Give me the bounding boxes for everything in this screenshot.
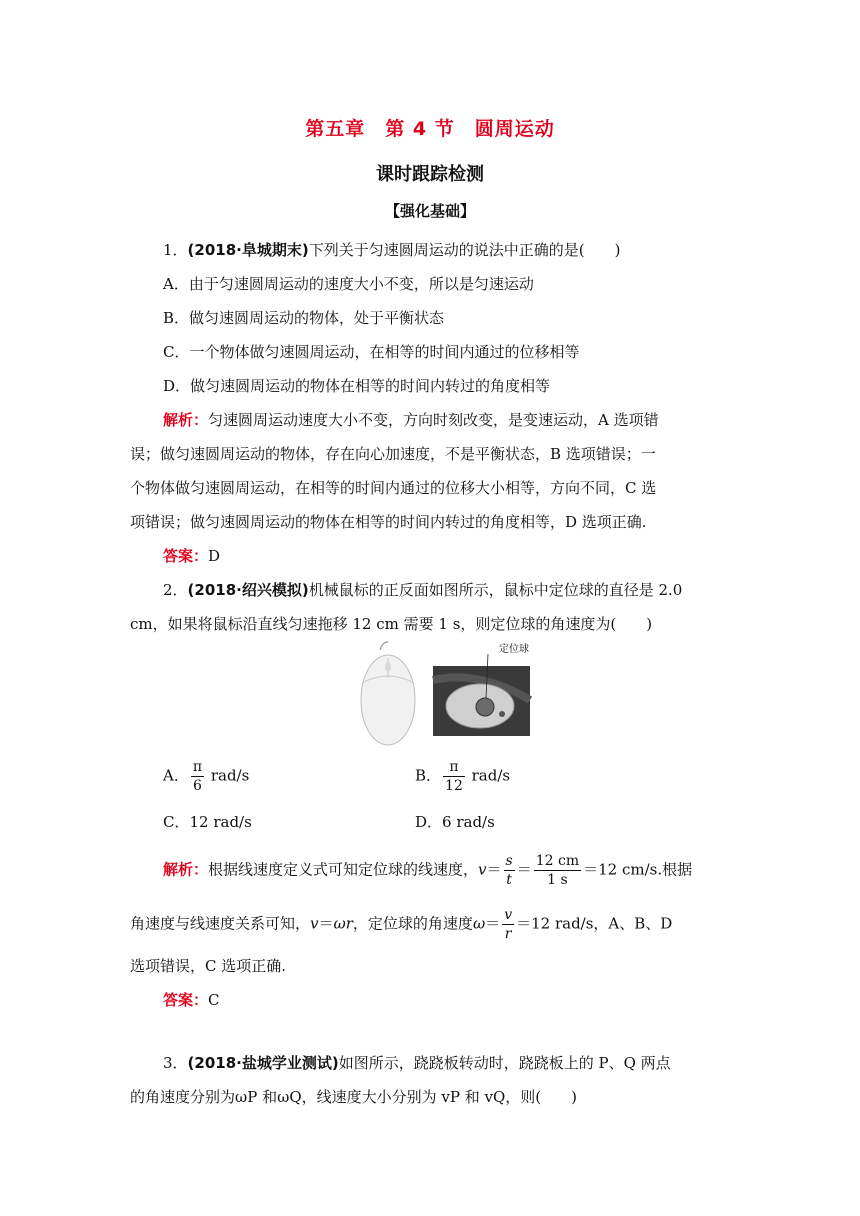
fraction bbox=[191, 758, 204, 795]
analysis-line bbox=[163, 410, 730, 430]
answer-line bbox=[163, 990, 220, 1010]
question-1-stem bbox=[163, 240, 620, 260]
formula-var: v bbox=[310, 914, 319, 933]
denominator: 1 s bbox=[547, 872, 568, 888]
question-3-stem-cont: 的角速度分别为ωP 和ωQ，线速度大小分别为 vP 和 vQ，则( ) bbox=[130, 1088, 577, 1106]
question-3-stem bbox=[163, 1053, 671, 1073]
denominator: 12 bbox=[445, 778, 463, 794]
numerator: 12 cm bbox=[535, 853, 580, 869]
option-prefix: B． bbox=[415, 766, 442, 785]
numerator: s bbox=[505, 853, 513, 869]
analysis-label: 解析： bbox=[163, 860, 209, 879]
analysis-text: ＝12 cm/s.根据 bbox=[583, 860, 693, 879]
formula-eq: ＝ bbox=[486, 860, 502, 879]
question-source: (2018·盐城学业测试) bbox=[187, 1054, 339, 1072]
option-c: C．一个物体做匀速圆周运动，在相等的时间内通过的位移相等 bbox=[163, 343, 580, 361]
fraction bbox=[502, 906, 514, 943]
question-text: 如图所示，跷跷板转动时，跷跷板上的 P、Q 两点 bbox=[338, 1054, 671, 1072]
numerator: π bbox=[443, 758, 465, 777]
formula-eq: ＝ bbox=[318, 914, 334, 933]
question-2-stem bbox=[163, 580, 682, 600]
page-subtitle: 课时跟踪检测 bbox=[376, 164, 484, 185]
option-prefix: A． bbox=[163, 766, 189, 785]
mouse-illustration bbox=[360, 640, 532, 748]
answer-line bbox=[163, 546, 220, 566]
mouse-figure bbox=[360, 640, 532, 748]
chapter-title: 第五章 第 4 节 圆周运动 bbox=[305, 118, 555, 140]
question-number: 1． bbox=[163, 241, 188, 259]
option-a: A．由于匀速圆周运动的速度大小不变，所以是匀速运动 bbox=[163, 275, 534, 293]
numerator: π bbox=[192, 759, 203, 775]
question-source: (2018·阜城期末) bbox=[187, 241, 309, 259]
option-b: B．做匀速圆周运动的物体，处于平衡状态 bbox=[163, 309, 445, 327]
unit: rad/s bbox=[210, 766, 250, 785]
figure-label: 定位球 bbox=[499, 644, 529, 655]
analysis-label: 解析： bbox=[163, 411, 209, 429]
analysis-text: ，定位球的角速度 bbox=[352, 914, 473, 933]
formula-var: ω bbox=[472, 914, 486, 933]
option-b bbox=[415, 758, 510, 795]
denominator: t bbox=[506, 872, 512, 888]
option-d: D．6 rad/s bbox=[415, 813, 495, 831]
answer-value: D bbox=[208, 547, 221, 565]
question-source: (2018·绍兴模拟) bbox=[187, 581, 309, 599]
section-heading: 【强化基础】 bbox=[384, 202, 475, 220]
numerator: v bbox=[504, 907, 513, 923]
analysis-line: 误；做匀速圆周运动的物体，存在向心加速度，不是平衡状态，B 选项错误；一 bbox=[130, 445, 656, 463]
analysis-line: 选项错误，C 选项正确. bbox=[130, 957, 287, 975]
analysis-text: 角速度与线速度关系可知， bbox=[130, 914, 311, 933]
fraction bbox=[534, 852, 581, 889]
option-a bbox=[163, 758, 249, 795]
analysis-line bbox=[163, 852, 692, 889]
question-text: 机械鼠标的正反面如图所示，鼠标中定位球的直径是 2.0 bbox=[308, 581, 683, 599]
formula-var: v bbox=[478, 860, 487, 879]
fraction bbox=[504, 852, 515, 889]
formula-eq: ＝ bbox=[516, 860, 532, 879]
question-number: 2． bbox=[163, 581, 188, 599]
answer-value: C bbox=[208, 991, 220, 1009]
question-text: 下列关于匀速圆周运动的说法中正确的是( ) bbox=[308, 241, 621, 259]
option-d: D．做匀速圆周运动的物体在相等的时间内转过的角度相等 bbox=[163, 377, 551, 395]
analysis-line bbox=[130, 906, 730, 943]
formula-var: ωr bbox=[333, 914, 353, 933]
denominator: 6 bbox=[192, 778, 202, 794]
option-c: C．12 rad/s bbox=[163, 813, 252, 831]
analysis-text: 匀速圆周运动速度大小不变，方向时刻改变，是变速运动，A 选项错 bbox=[208, 411, 659, 429]
analysis-text: ＝12 rad/s，A、B、D bbox=[516, 914, 673, 933]
analysis-text: 根据线速度定义式可知定位球的线速度， bbox=[208, 860, 479, 879]
answer-label: 答案： bbox=[163, 991, 209, 1009]
answer-label: 答案： bbox=[163, 547, 209, 565]
analysis-line: 项错误；做匀速圆周运动的物体在相等的时间内转过的角度相等，D 选项正确. bbox=[130, 513, 647, 531]
formula-eq: ＝ bbox=[485, 914, 501, 933]
fraction bbox=[443, 758, 465, 795]
analysis-line: 个物体做匀速圆周运动，在相等的时间内通过的位移大小相等，方向不同，C 选 bbox=[130, 479, 657, 497]
unit: rad/s bbox=[471, 766, 511, 785]
question-2-stem-cont: cm，如果将鼠标沿直线匀速拖移 12 cm 需要 1 s，则定位球的角速度为( ) bbox=[130, 615, 653, 633]
question-number: 3． bbox=[163, 1054, 188, 1072]
denominator: r bbox=[504, 926, 512, 942]
